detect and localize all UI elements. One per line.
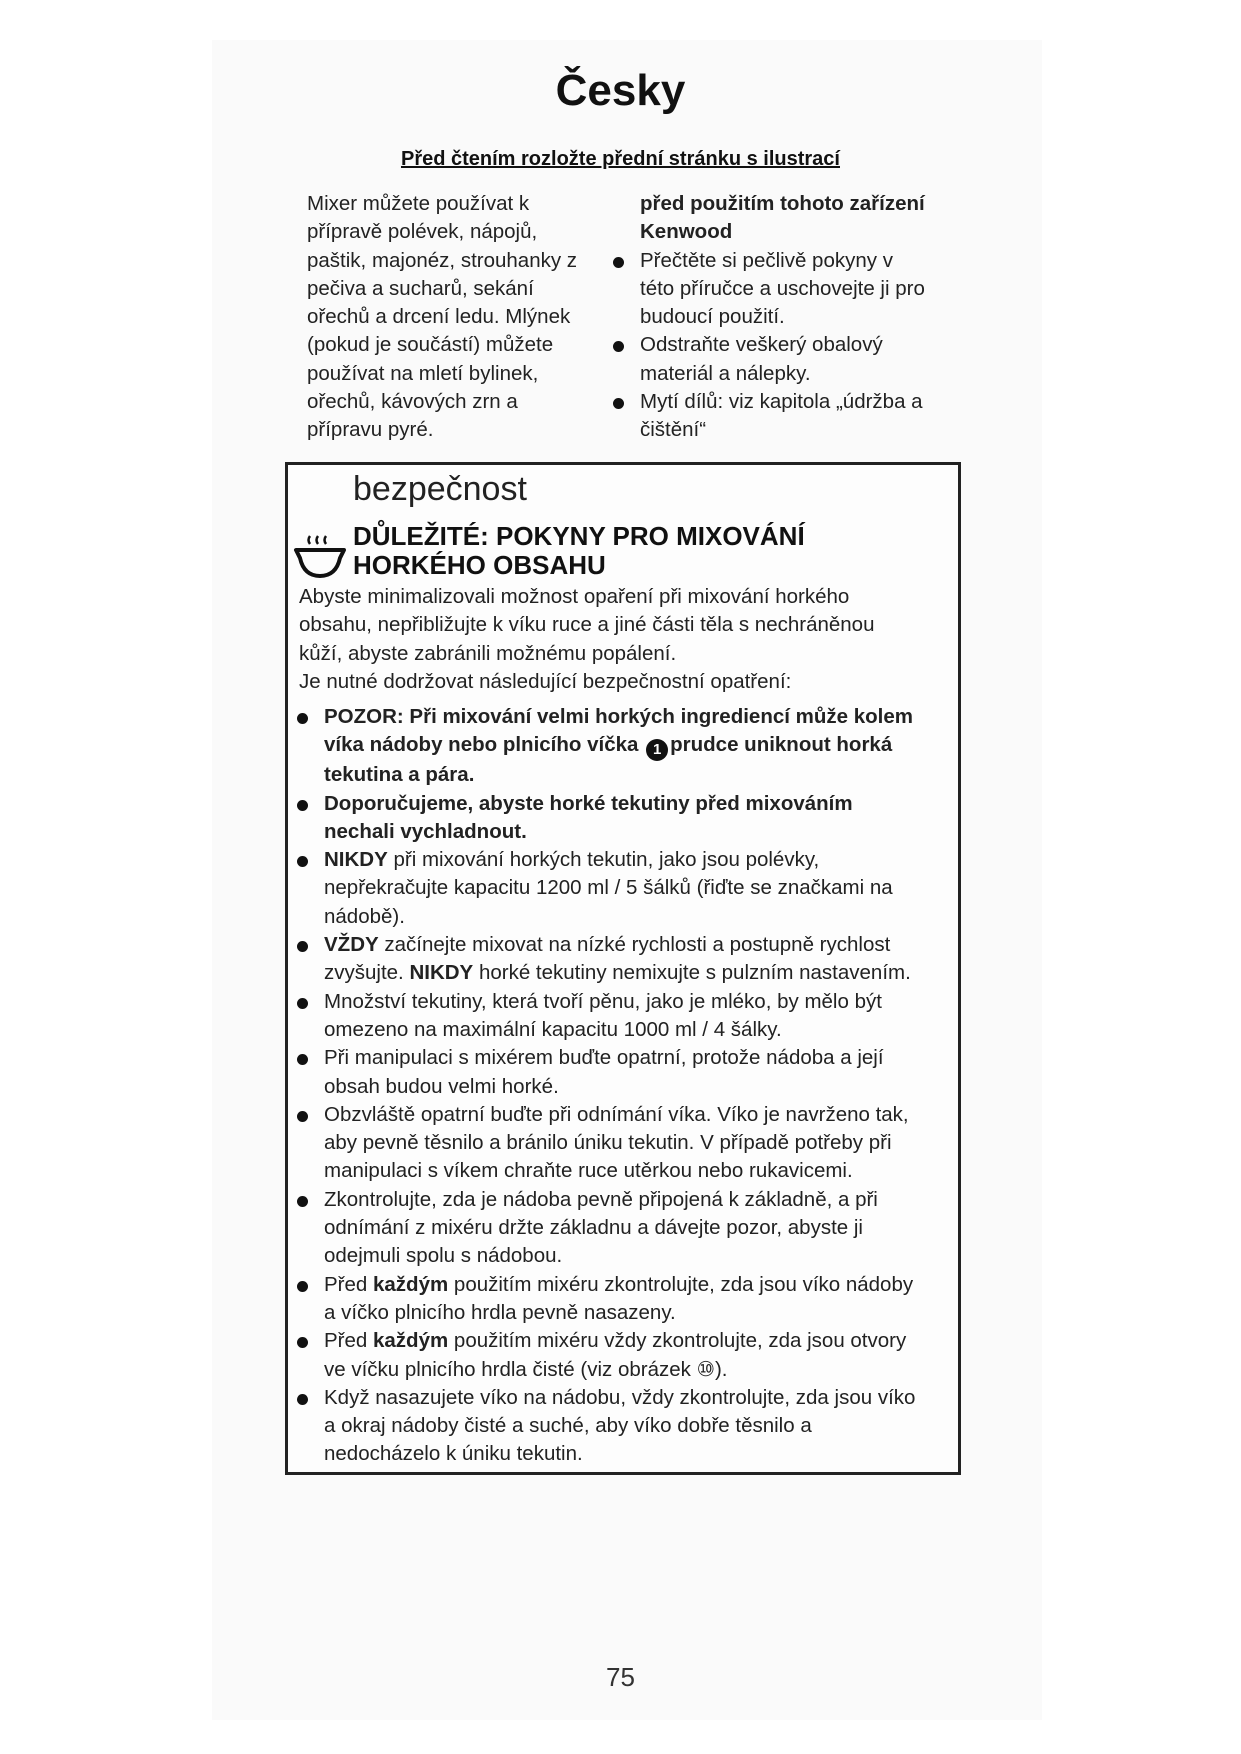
safety-heading: bezpečnost (353, 470, 527, 508)
list-item: NIKDY při mixování horkých tekutin, jako jsou polévky, nepřekračujte kapacitu 1200 ml / 5 šálků (řiďte se značkami na nádobě). (324, 846, 949, 931)
before-use-heading-brand: Kenwood (640, 220, 733, 244)
text-line: přípravu pyré. (307, 418, 434, 442)
bullet-icon (297, 1394, 308, 1405)
list-item: Před každým použitím mixéru vždy zkontrolujte, zda jsou otvory ve víčku plnicího hrdla čisté (viz obrázek ⑩). (324, 1327, 949, 1384)
bullet-icon (297, 998, 308, 1009)
list-item: Doporučujeme, abyste horké tekutiny před mixováním nechali vychladnout. (324, 790, 949, 847)
text-line: pečiva a sucharů, sekání (307, 276, 534, 300)
bullet-icon (297, 800, 308, 811)
bullet-icon (297, 1111, 308, 1122)
text-line: Mixer můžete používat k (307, 192, 530, 215)
text-line: paštik, majonéz, strouhanky z (307, 248, 578, 272)
bullet-icon (297, 941, 308, 952)
text-line: Je nutné dodržovat následující bezpečnostní opatření: (299, 669, 792, 693)
list-item: Před každým použitím mixéru zkontrolujte, zda jsou víko nádoby a víčko plnicího hrdla pevně nasazeny. (324, 1271, 949, 1328)
list-item: Obzvláště opatrní buďte při odnímání víka. Víko je navrženo tak, aby pevně těsnilo a bránilo úniku tekutin. V případě potřeby při manipulaci s víkem chraňte ruce utěrkou nebo rukavicemi. (324, 1101, 949, 1186)
safety-list (324, 703, 949, 1469)
list-item: POZOR: Při mixování velmi horkých ingrediencí může kolem víka nádoby nebo plnicího víčka 1 prudce uniknout horká tekutina a pára. (324, 703, 949, 790)
text-line: ořechů, kávových zrn a (307, 390, 518, 414)
figure-1-marker-icon: 1 (646, 739, 668, 761)
bullet-icon (613, 398, 624, 409)
bullet-icon (297, 1196, 308, 1207)
list-item: VŽDY začínejte mixovat na nízké rychlosti a postupně rychlost zvyšujte. NIKDY horké tekutiny nemixujte s pulzním nastavením. (324, 931, 949, 988)
before-use-list (640, 247, 970, 445)
list-item: Přečtěte si pečlivě pokyny v této příručce a uschovejte ji pro budoucí použití. (640, 247, 970, 332)
list-item: Odstraňte veškerý obalový materiál a nálepky. (640, 331, 970, 388)
intro-column-right (640, 190, 970, 445)
text-line: ořechů a drcení ledu. Mlýnek (307, 305, 571, 329)
text-line: přípravě polévek, nápojů, (307, 220, 538, 244)
text-line: používat na mletí bylinek, (307, 361, 539, 385)
bullet-icon (297, 713, 308, 724)
list-item: Zkontrolujte, zda je nádoba pevně připojená k základně, a při odnímání z mixéru držte základnu a dávejte pozor, abyste ji odejmuli spolu s nádobou. (324, 1186, 949, 1271)
safety-intro (299, 583, 939, 696)
before-use-heading: před použitím tohoto zařízení (640, 192, 925, 215)
page-title: Česky (555, 66, 686, 115)
hot-bowl-icon (292, 532, 348, 584)
text-line: Abyste minimalizovali možnost opaření při mixování horkého (299, 585, 850, 608)
bullet-icon (613, 257, 624, 268)
text-line: (pokud je součástí) můžete (307, 333, 554, 357)
page-number: 75 (606, 1662, 635, 1692)
intro-column-left (307, 190, 597, 445)
list-item: Mytí dílů: viz kapitola „údržba a čištění“ (640, 388, 970, 445)
text-line: obsahu, nepřibližujte k víku ruce a jiné části těla s nechráněnou (299, 613, 875, 637)
list-item: Množství tekutiny, která tvoří pěnu, jako je mléko, by mělo být omezeno na maximální kapacitu 1000 ml / 4 šálky. (324, 988, 949, 1045)
list-item: Při manipulaci s mixérem buďte opatrní, protože nádoba a její obsah budou velmi horké. (324, 1044, 949, 1101)
list-item: Když nasazujete víko na nádobu, vždy zkontrolujte, zda jsou víko a okraj nádoby čisté a suché, aby víko dobře těsnilo a nedocházelo k úniku tekutin. (324, 1384, 949, 1469)
hot-content-warning-title: DŮLEŽITÉ: POKYNY PRO MIXOVÁNÍ HORKÉHO OBSAHU (353, 521, 805, 580)
page-subtitle: Před čtením rozložte přední stránku s ilustrací (400, 148, 840, 170)
text-line: kůží, abyste zabránili možnému popálení. (299, 641, 677, 665)
bullet-icon (297, 1281, 308, 1292)
